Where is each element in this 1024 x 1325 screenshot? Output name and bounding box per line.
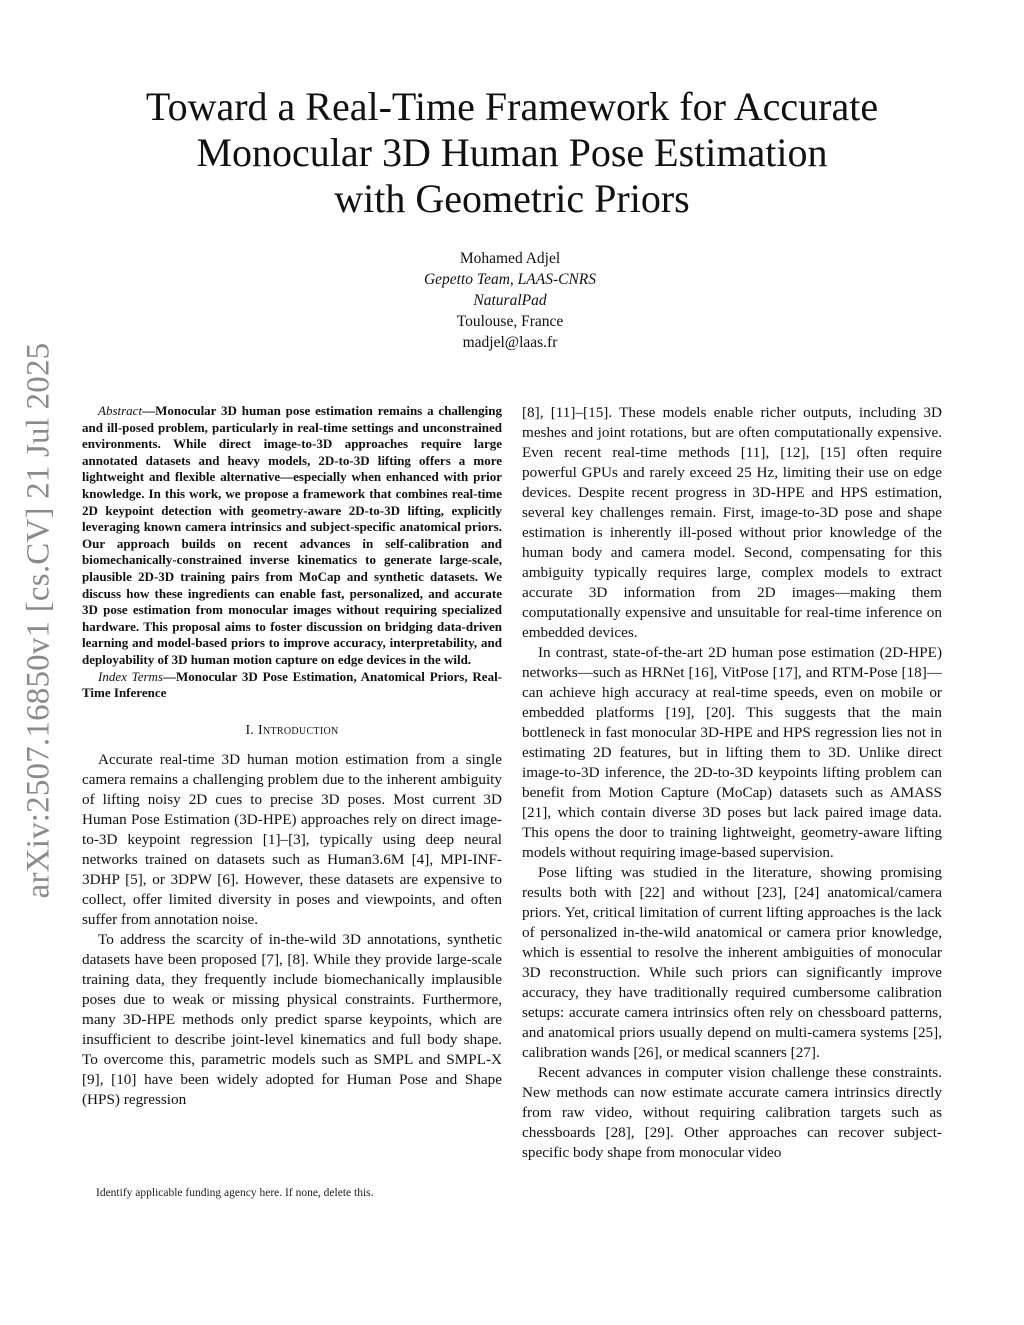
- arxiv-identifier-stamp: [0, 330, 78, 910]
- author-name: Mohamed Adjel: [459, 250, 561, 267]
- paper-title: [90, 84, 934, 222]
- right-column: [522, 403, 942, 1163]
- intro-paragraph-4: Pose lifting was studied in the literature, showing promising results both with [22] and without [23], [24] anatomical/camera priors. Yet, critical limitation of current lifting approaches is the lack of personalized in-the-wild anatomical or camera prior knowledge, which is essential to resolve the inherent ambiguities of monocular 3D reconstruction. While such priors can significantly improve accuracy, they have traditionally required cumbersome calibration setups: accurate camera intrinsics often rely on chessboard patterns, and anatomical priors usually depend on multi-camera systems [25], calibration wands [26], or medical scanners [27].: [522, 864, 942, 1061]
- index-terms-text: —Monocular 3D Pose Estimation, Anatomical Priors, Real-Time Inference: [82, 668, 503, 701]
- title-line-2: Monocular 3D Human Pose Estimation: [196, 130, 828, 175]
- left-column: [82, 403, 502, 1110]
- section-heading-introduction: I. Introduction: [245, 722, 339, 738]
- author-block: [310, 248, 710, 353]
- abstract: [82, 403, 502, 669]
- intro-paragraph-continuation: [8], [11]–[15]. These models enable richer outputs, including 3D meshes and joint rotations, but are often computationally expensive. Even recent real-time methods [11], [12], [15] often require powerful GPUs and rarely exceed 25 Hz, limiting their use on edge devices. Despite recent progress in 3D-HPE and HPS estimation, several key challenges remain. First, image-to-3D pose and shape estimation is inherently ill-posed without prior knowledge of the human body and camera model. Second, compensating for this ambiguity typically requires large, complex models to extract accurate 3D information from 2D images—making them computationally expensive and unsuitable for real-time inference on embedded devices.: [522, 404, 942, 641]
- title-line-3: with Geometric Priors: [334, 176, 690, 221]
- index-terms-label: Index Terms: [98, 668, 163, 684]
- index-terms: [82, 669, 502, 702]
- author-email: madjel@laas.fr: [462, 334, 558, 351]
- abstract-label: Abstract: [98, 403, 143, 418]
- intro-paragraph-3: In contrast, state-of-the-art 2D human pose estimation (2D-HPE) networks—such as HRNet [16], VitPose [17], and RTM-Pose [18]— can achieve high accuracy at real-time speeds, even on mobile or embedded platforms [19], [20]. This suggests that the main bottleneck in fast monocular 3D-HPE and HPS regression lies not in estimating 2D features, but in lifting them to 3D. Unlike direct image-to-3D inference, the 2D-to-3D keypoints lifting problem can benefit from Motion Capture (MoCap) datasets such as AMASS [21], which contain diverse 3D poses but lack paired image data. This opens the door to training lightweight, geometry-aware lifting models without requiring image-based supervision.: [522, 644, 942, 861]
- intro-paragraph-2: To address the scarcity of in-the-wild 3D annotations, synthetic datasets have been proposed [7], [8]. While they provide large-scale training data, they frequently include biomechanically implausible poses due to weak or missing physical constraints. Furthermore, many 3D-HPE methods only predict sparse keypoints, which are insufficient to describe joint-level kinematics and full body shape. To overcome this, parametric models such as SMPL and SMPL-X [9], [10] have been widely adopted for Human Pose and Shape (HPS) regression: [82, 930, 502, 1108]
- title-line-1: Toward a Real-Time Framework for Accurate: [145, 84, 879, 129]
- author-affiliation-1: Gepetto Team, LAAS-CNRS: [423, 271, 597, 288]
- intro-paragraph-1: Accurate real-time 3D human motion estimation from a single camera remains a challenging problem due to the inherent ambiguity of lifting noisy 2D cues to precise 3D poses. Most current 3D Human Pose Estimation (3D-HPE) approaches rely on direct image-to-3D keypoint regression [1]–[3], typically using deep neural networks trained on datasets such as Human3.6M [4], MPI-INF-3DHP [5], or 3DPW [6]. However, these datasets are expensive to collect, offer limited diversity in poses and viewpoints, and often suffer from annotation noise.: [82, 750, 502, 928]
- funding-footnote: Identify applicable funding agency here. If none, delete this.: [96, 1187, 374, 1199]
- intro-paragraph-5: Recent advances in computer vision challenge these constraints. New methods can now estimate accurate camera intrinsics directly from raw video, without requiring calibration targets such as chessboards [28], [29]. Other approaches can recover subject-specific body shape from monocular video: [522, 1064, 942, 1161]
- arxiv-id-text: arXiv:2507.16850v1 [cs.CV] 21 Jul 2025: [20, 342, 57, 898]
- author-location: Toulouse, France: [456, 313, 564, 330]
- author-affiliation-2: NaturalPad: [473, 292, 547, 309]
- abstract-text: —Monocular 3D human pose estimation remains a challenging and ill-posed problem, particularly in real-time settings and unconstrained environments. While direct image-to-3D approaches require large annotated datasets and heavy models, 2D-to-3D lifting offers a more lightweight and flexible alternative—especially when enhanced with prior knowledge. In this work, we propose a framework that combines real-time 2D keypoint detection with geometry-aware 2D-to-3D lifting, explicitly leveraging known camera intrinsics and subject-specific anatomical priors. Our approach builds on recent advances in self-calibration and biomechanically-constrained inverse kinematics to generate large-scale, plausible 2D-3D training pairs from MoCap and synthetic datasets. We discuss how these ingredients can enable fast, personalized, and accurate 3D pose estimation from monocular images without requiring specialized hardware. This proposal aims to foster discussion on bridging data-driven learning and model-based priors to improve accuracy, interpretability, and deployability of 3D human motion capture on edge devices in the wild.: [82, 403, 502, 667]
